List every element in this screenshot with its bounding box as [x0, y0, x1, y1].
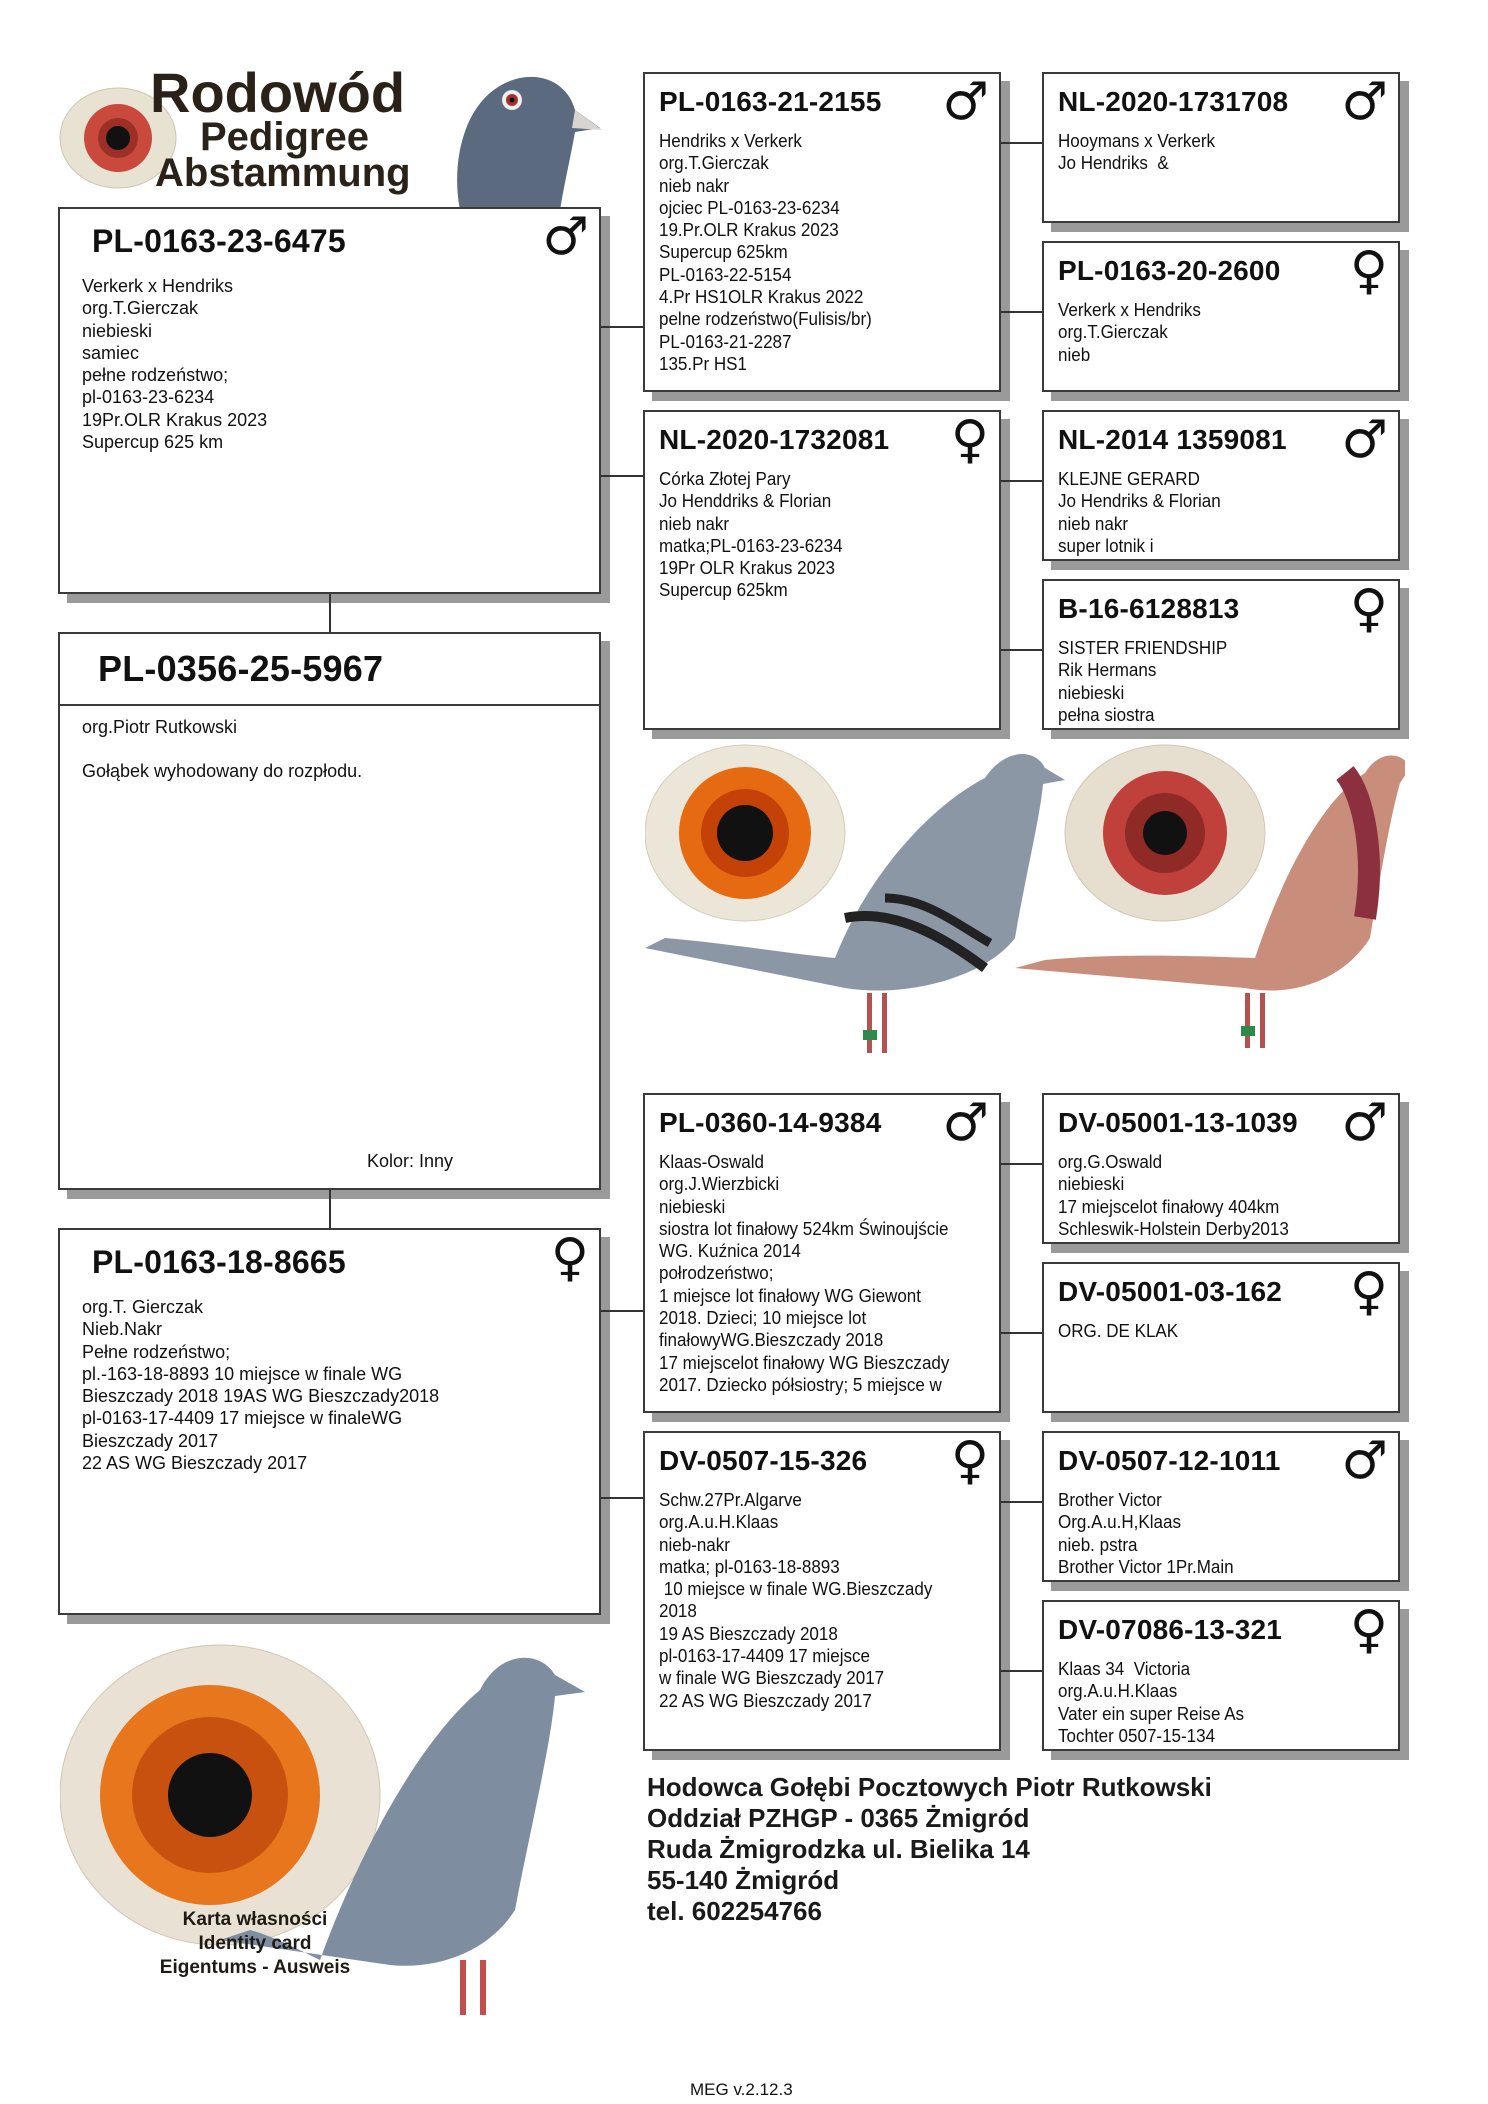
connector	[329, 1190, 331, 1228]
great-grandparent-card[interactable]	[1042, 1262, 1400, 1413]
connector	[1001, 1332, 1042, 1334]
breeder-address	[647, 1772, 1212, 1927]
connector	[1001, 1501, 1042, 1503]
connector	[601, 326, 643, 328]
ring-number: DV-07086-13-321	[1058, 1614, 1283, 1645]
pigeon-details: KLEJNE GERARD Jo Hendriks & Florian nieb nakr super lotnik i	[1058, 468, 1221, 556]
great-grandparent-card[interactable]	[1042, 1431, 1400, 1582]
grandparent-card[interactable]	[643, 410, 1001, 730]
dam-ring-number: PL-0163-18-8665	[92, 1244, 346, 1280]
ring-number: DV-05001-03-162	[1058, 1276, 1283, 1307]
great-grandparent-card[interactable]	[1042, 410, 1400, 561]
address-line: Hodowca Gołębi Pocztowych Piotr Rutkowski	[647, 1772, 1212, 1802]
identity-card-line: Eigentums - Ausweis	[159, 1957, 351, 1978]
main-ring-number: PL-0356-25-5967	[98, 648, 384, 689]
address-line: 55-140 Żmigród	[647, 1865, 840, 1895]
logo-title-abstammung: Abstammung	[155, 151, 411, 195]
dam-card[interactable]	[58, 1228, 601, 1615]
pigeon-details: Schw.27Pr.Algarve org.A.u.H.Klaas nieb-nakr matka; pl-0163-18-8893 10 miejsce w finale WG.Bieszczady 2018 19 AS Bieszczady 2018 pl-0163-17-4409 17 miejsce w finale WG Bieszczady 2017 22 AS WG Bieszczady 2017	[659, 1489, 933, 1711]
ring-number: NL-2014 1359081	[1058, 424, 1287, 455]
pigeon-details: ORG. DE KLAK	[1058, 1320, 1179, 1341]
main-note: Gołąbek wyhodowany do rozpłodu.	[82, 761, 363, 781]
header-divider	[60, 704, 599, 706]
pigeon-details: Klaas 34 Victoria org.A.u.H.Klaas Vater ein super Reise As Tochter 0507-15-134	[1058, 1658, 1245, 1746]
sire-card[interactable]	[58, 207, 601, 594]
ring-number: PL-0163-21-2155	[659, 86, 882, 117]
software-version: MEG v.2.12.3	[690, 2080, 793, 2099]
dam-details: org.T. Gierczak Nieb.Nakr Pełne rodzeństwo; pl.-163-18-8893 10 miejsce w finale WG Bieszczady 2018 19AS WG Bieszczady2018 pl-0163-17-4409 17 miejsce w finaleWG Bieszczady 2017 22 AS WG Bieszczady 2017	[82, 1297, 440, 1474]
sire-ring-number: PL-0163-23-6475	[92, 223, 346, 259]
male-symbol-icon: ♂	[1341, 410, 1388, 470]
address-line: tel. 602254766	[647, 1896, 822, 1926]
connector	[1001, 311, 1042, 313]
pigeon-head-logo-image	[440, 70, 605, 210]
male-symbol-icon: ♂	[1341, 1093, 1388, 1153]
male-symbol-icon: ♂	[542, 207, 589, 267]
female-symbol-icon: ♀	[1349, 1262, 1388, 1322]
identity-card-label	[130, 1908, 380, 1980]
grandparent-card[interactable]	[643, 1093, 1001, 1413]
logo-title-rodowod: Rodowód	[150, 61, 406, 124]
pigeon-details: org.G.Oswald niebieski 17 miejscelot finałowy 404km Schleswik-Holstein Derby2013	[1058, 1151, 1289, 1239]
male-symbol-icon: ♂	[1341, 72, 1388, 132]
pigeon-details: Córka Złotej Pary Jo Henddriks & Florian nieb nakr matka;PL-0163-23-6234 19Pr OLR Krakus 2023 Supercup 625km	[659, 468, 843, 601]
pigeon-pair-photo	[645, 738, 1405, 1088]
great-grandparent-card[interactable]	[1042, 241, 1400, 392]
pigeon-details: Klaas-Oswald org.J.Wierzbicki niebieski siostra lot finałowy 524km Świnoujście WG. Kuźnica 2014 połrodzeństwo; 1 miejsce lot finałowy WG Giewont 2018. Dzieci; 10 miejsce lot finałowyWG.Bieszczady 2018 17 miejscelot finałowy WG Bieszczady 2017. Dziecko półsiostry; 5 miejsce w	[659, 1151, 950, 1395]
female-symbol-icon: ♀	[1349, 579, 1388, 639]
identity-card-line: Karta własności	[182, 1909, 328, 1930]
ring-number: NL-2020-1732081	[659, 424, 890, 455]
ring-number: PL-0360-14-9384	[659, 1107, 882, 1138]
female-symbol-icon: ♀	[1349, 241, 1388, 301]
connector	[329, 594, 331, 632]
male-symbol-icon: ♂	[942, 1093, 989, 1153]
sire-details: Verkerk x Hendriks org.T.Gierczak niebieski samiec pełne rodzeństwo; pl-0163-23-6234 19Pr.OLR Krakus 2023 Supercup 625 km	[82, 276, 268, 453]
connector	[601, 1310, 643, 1312]
grandparent-card[interactable]	[643, 1431, 1001, 1751]
ring-number: NL-2020-1731708	[1058, 86, 1289, 117]
male-symbol-icon: ♂	[1341, 1431, 1388, 1491]
female-symbol-icon: ♀	[950, 410, 989, 470]
address-line: Ruda Żmigrodzka ul. Bielika 14	[647, 1834, 1030, 1864]
ring-number: B-16-6128813	[1058, 593, 1240, 624]
pigeon-details: Hendriks x Verkerk org.T.Gierczak nieb nakr ojciec PL-0163-23-6234 19.Pr.OLR Krakus 2023 Supercup 625km PL-0163-22-5154 4.Pr HS1OLR Krakus 2022 pelne rodzeństwo(Fulisis/br) PL-0163-21-2287 135.Pr HS1	[659, 130, 872, 374]
great-grandparent-card[interactable]	[1042, 1093, 1400, 1244]
connector	[601, 1497, 643, 1499]
great-grandparent-card[interactable]	[1042, 72, 1400, 223]
pigeon-details: Hooymans x Verkerk Jo Hendriks &	[1058, 130, 1216, 174]
connector	[1001, 480, 1042, 482]
pigeon-details: SISTER FRIENDSHIP Rik Hermans niebieski pełna siostra	[1058, 637, 1228, 725]
ring-number: DV-0507-15-326	[659, 1445, 868, 1476]
great-grandparent-card[interactable]	[1042, 1600, 1400, 1751]
connector	[601, 475, 643, 477]
main-pigeon-card[interactable]	[58, 632, 601, 1190]
pigeon-details: Brother Victor Org.A.u.H,Klaas nieb. pstra Brother Victor 1Pr.Main	[1058, 1489, 1234, 1577]
ring-number: DV-0507-12-1011	[1058, 1445, 1281, 1476]
ring-number: PL-0163-20-2600	[1058, 255, 1281, 286]
ring-number: DV-05001-13-1039	[1058, 1107, 1298, 1138]
female-symbol-icon: ♀	[1349, 1600, 1388, 1660]
connector	[1001, 1163, 1042, 1165]
great-grandparent-card[interactable]	[1042, 579, 1400, 730]
logo-title-pedigree: Pedigree	[200, 115, 369, 159]
female-symbol-icon: ♀	[550, 1228, 589, 1288]
male-symbol-icon: ♂	[942, 72, 989, 132]
address-line: Oddział PZHGP - 0365 Żmigród	[647, 1803, 1030, 1833]
connector	[1001, 142, 1042, 144]
connector	[1001, 1670, 1042, 1672]
grandparent-card[interactable]	[643, 72, 1001, 392]
main-breeder: org.Piotr Rutkowski	[82, 717, 238, 737]
identity-card-line: Identity card	[198, 1933, 312, 1954]
connector	[1001, 649, 1042, 651]
main-color: Kolor: Inny	[367, 1151, 454, 1171]
female-symbol-icon: ♀	[950, 1431, 989, 1491]
pigeon-details: Verkerk x Hendriks org.T.Gierczak nieb	[1058, 299, 1201, 365]
